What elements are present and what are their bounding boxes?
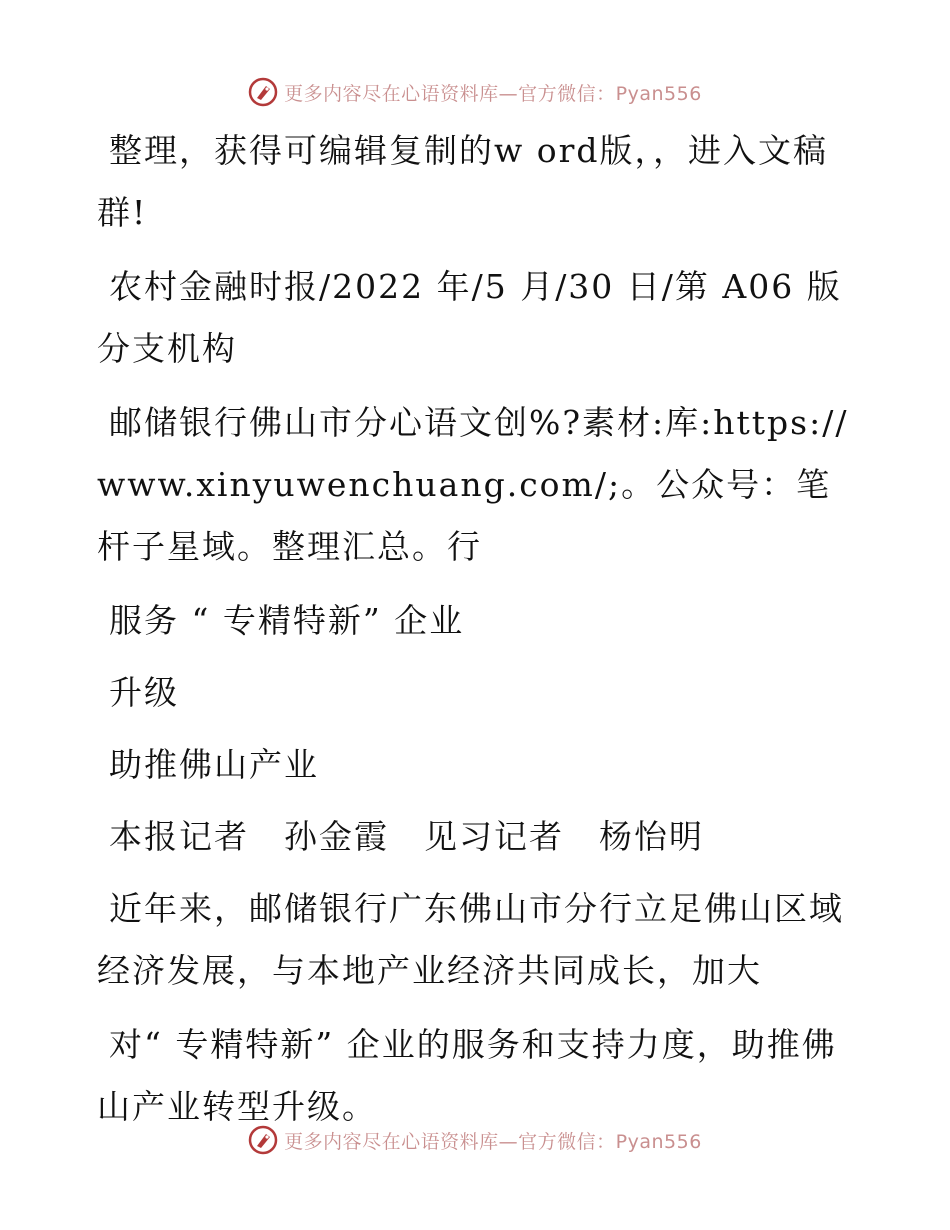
footer-watermark-banner bbox=[0, 1120, 950, 1160]
header-watermark-banner bbox=[0, 72, 950, 112]
headline-line: 助推佛山产业 bbox=[109, 745, 319, 784]
paragraph: 邮储银行佛山市分心语文创%?素材:库:https://www.xinyuwenchuang.com/;。公众号：笔杆子星域。整理汇总。行 bbox=[97, 403, 849, 566]
headline-line: 升级 bbox=[109, 673, 179, 712]
paragraph: 近年来，邮储银行广东佛山市分行立足佛山区域经济发展，与本地产业经济共同成长，加大 bbox=[97, 889, 844, 990]
headline-line: 服务 “ 专精特新” 企业 bbox=[109, 601, 465, 640]
watermark-text: 更多内容尽在心语资料库—官方微信：Pyan556 bbox=[284, 1130, 702, 1153]
pen-nib-circle-icon bbox=[248, 1125, 278, 1155]
byline: 本报记者 孙金霞 见习记者 杨怡明 bbox=[109, 817, 704, 856]
watermark-text: 更多内容尽在心语资料库—官方微信：Pyan556 bbox=[284, 82, 702, 105]
paragraph: 农村金融时报/2022 年/5 月/30 日/第 A06 版分支机构 bbox=[97, 267, 842, 368]
document-body bbox=[97, 120, 857, 1150]
paragraph: 整理，获得可编辑复制的w ord版，，进入文稿群! bbox=[97, 131, 829, 232]
pen-nib-circle-icon bbox=[248, 77, 278, 107]
paragraph: 对“ 专精特新” 企业的服务和支持力度，助推佛山产业转型升级。 bbox=[97, 1025, 837, 1126]
